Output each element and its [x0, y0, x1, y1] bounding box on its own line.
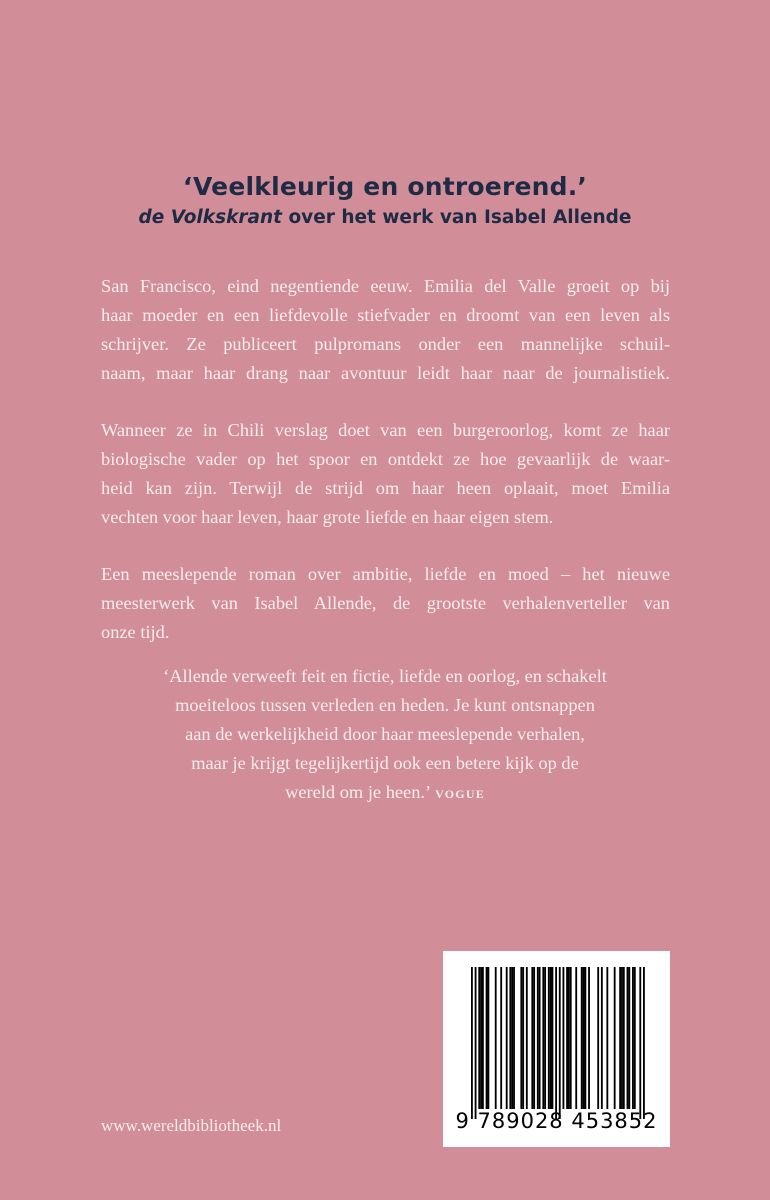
headline-attribution-newspaper: de Volkskrant [138, 207, 283, 228]
barcode-bar [619, 967, 621, 1109]
barcode-bar [623, 967, 625, 1109]
review-quote [0, 662, 770, 809]
barcode-bar [632, 967, 634, 1109]
barcode-bar [628, 967, 630, 1109]
headline-quote: ‘Veelkleurig en ontroerend.’ [182, 172, 588, 201]
barcode-bar [583, 967, 585, 1109]
barcode-bar [537, 967, 539, 1109]
barcode-bar [552, 967, 554, 1109]
headline-attribution [0, 204, 770, 232]
barcode-bar [475, 967, 477, 1119]
barcode-bar [533, 967, 535, 1109]
paragraph-line: Een meeslepende roman over ambitie, liefde en moed – het nieuwe [101, 564, 670, 584]
barcode-bar [506, 967, 508, 1109]
barcode-bar [539, 967, 541, 1109]
barcode-bar [643, 967, 645, 1119]
review-line: aan de werkelijkheid door haar meeslepende verhalen, [185, 724, 585, 744]
paragraph-line: Wanneer ze in Chili verslag doet van een burgeroorlog, komt ze haar [101, 420, 670, 440]
paragraph-line: onze tijd. [101, 622, 170, 642]
review-line: ‘Allende verweeft feit en fictie, liefde en oorlog, en schakelt [163, 666, 607, 686]
barcode-bar [544, 967, 546, 1109]
barcode-bar [511, 967, 513, 1109]
review-line: wereld om je heen.’ [285, 782, 432, 802]
barcode-bar [531, 967, 533, 1109]
paragraph-line: biologische vader op het spoor en ontdekt ze hoe gevaarlijk de waar- [101, 449, 670, 469]
barcode-bar [482, 967, 484, 1109]
barcode-bar [550, 967, 552, 1109]
paragraph-line: naam, maar haar drang naar avontuur leidt haar naar de journalistiek. [101, 363, 670, 383]
paragraph-line: heid kan zijn. Terwijl de strijd om haar heen oplaait, moet Emilia [101, 478, 670, 498]
headline-block [0, 170, 770, 232]
barcode-bar [513, 967, 515, 1109]
barcode-bar [614, 967, 616, 1109]
barcode-bar [522, 967, 524, 1109]
barcode-bar [568, 967, 570, 1109]
barcode-bar [601, 967, 603, 1109]
barcode-bar [555, 967, 557, 1119]
headline-attribution-rest: over het werk van Isabel Allende [282, 207, 632, 228]
barcode-bar [563, 967, 565, 1109]
barcode-bar [621, 967, 623, 1109]
barcode-bar [495, 967, 497, 1109]
barcode-bar [480, 967, 482, 1109]
barcode-bar [471, 967, 473, 1119]
barcode [443, 951, 670, 1147]
barcode-bar [500, 967, 502, 1109]
barcode-bar [486, 967, 488, 1109]
paragraph-line: haar moeder en een liefdevolle stiefvader en droomt van een leven als [101, 305, 670, 325]
review-line: maar je krijgt tegelijkertijd ook een betere kijk op de [191, 753, 579, 773]
barcode-bar [520, 967, 522, 1109]
review-last-line [0, 778, 770, 809]
barcode-bar [639, 967, 641, 1119]
barcode-bar [487, 967, 489, 1109]
barcode-bar [570, 967, 572, 1109]
barcode-bar [575, 967, 577, 1109]
barcode-bar [634, 967, 636, 1109]
paragraph-line: schrijver. Ze publiceert pulpromans onder een mannelijke schuil- [101, 334, 670, 354]
barcode-bar [509, 967, 511, 1109]
review-line: moeiteloos tussen verleden en heden. Je kunt ontsnappen [175, 695, 595, 715]
paragraph-3 [101, 560, 670, 647]
barcode-bar [584, 967, 586, 1109]
barcode-bar [478, 967, 480, 1109]
barcode-bar [581, 967, 583, 1109]
barcode-bar [588, 967, 590, 1109]
barcode-bar [627, 967, 629, 1109]
barcode-bar [542, 967, 544, 1109]
website: www.wereldbibliotheek.nl [101, 1116, 282, 1135]
review-source: VOGUE [435, 787, 485, 801]
barcode-bar [597, 967, 599, 1109]
paragraph-line: San Francisco, eind negentiende eeuw. Emilia del Valle groeit op bij [101, 276, 670, 296]
paragraph-line: vechten voor haar leven, haar grote liefde en haar eigen stem. [101, 507, 554, 527]
paragraph-line: meesterwerk van Isabel Allende, de grootste verhalenverteller van [101, 593, 670, 613]
barcode-bar [559, 967, 561, 1119]
barcode-bar [606, 967, 608, 1109]
barcode-bar [548, 967, 550, 1109]
paragraph-1 [101, 272, 670, 388]
barcode-digits: 9 789028 453852 [455, 1109, 658, 1133]
barcode-bar [566, 967, 568, 1109]
paragraph-2 [101, 416, 670, 532]
barcode-bar [526, 967, 528, 1109]
